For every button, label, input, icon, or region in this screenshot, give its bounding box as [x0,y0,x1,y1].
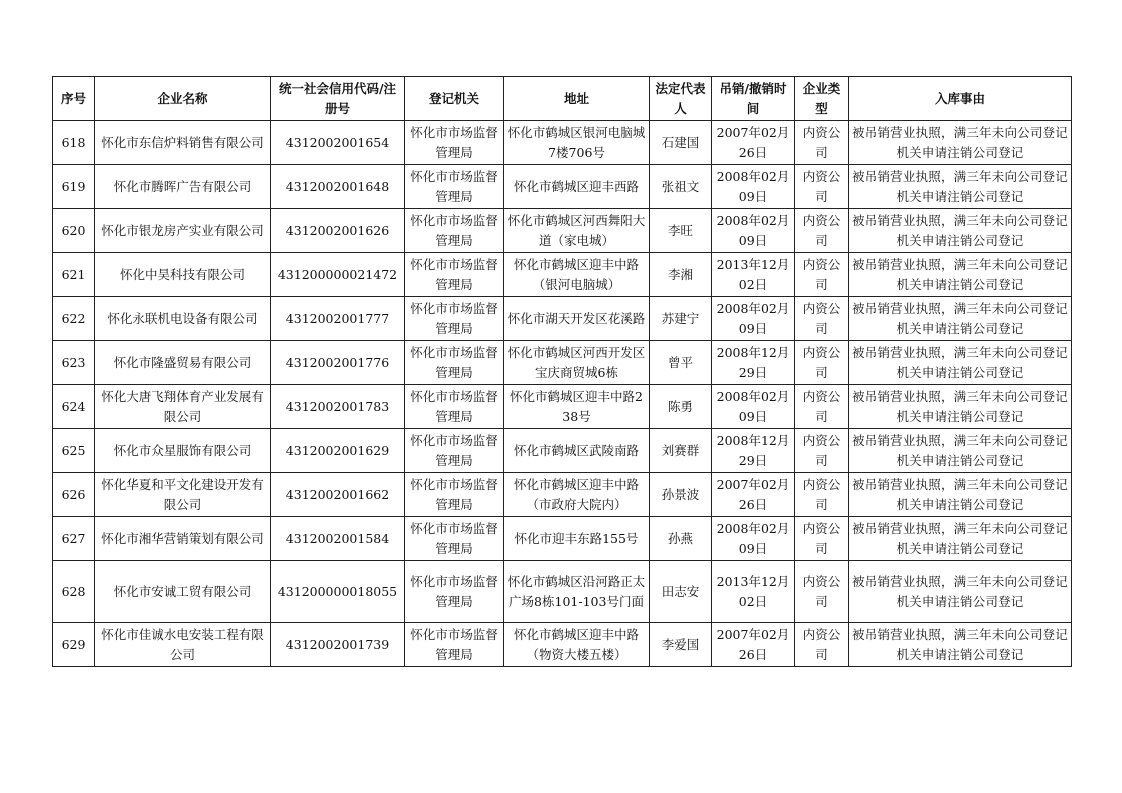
table-row [53,253,1072,297]
cell-legal-rep: 苏建宁 [650,297,712,341]
cell-legal-rep: 李湘 [650,253,712,297]
cell-name: 怀化市佳诚水电安装工程有限公司 [95,623,271,667]
cell-authority: 怀化市市场监督管理局 [405,561,504,623]
cell-code: 4312002001662 [271,473,405,517]
cell-type: 内资公司 [795,561,849,623]
cell-revoke-time: 2008年02月09日 [712,297,795,341]
cell-authority: 怀化市市场监督管理局 [405,253,504,297]
cell-type: 内资公司 [795,473,849,517]
cell-legal-rep: 刘赛群 [650,429,712,473]
cell-authority: 怀化市市场监督管理局 [405,429,504,473]
cell-seq: 618 [53,121,95,165]
cell-legal-rep: 李爱国 [650,623,712,667]
cell-code: 4312002001648 [271,165,405,209]
deregistration-table [52,76,1072,667]
cell-address: 怀化市鹤城区武陵南路 [504,429,650,473]
cell-type: 内资公司 [795,623,849,667]
cell-type: 内资公司 [795,341,849,385]
cell-authority: 怀化市市场监督管理局 [405,623,504,667]
cell-name: 怀化市安诚工贸有限公司 [95,561,271,623]
cell-name: 怀化大唐飞翔体育产业发展有限公司 [95,385,271,429]
cell-type: 内资公司 [795,517,849,561]
cell-legal-rep: 张祖文 [650,165,712,209]
cell-seq: 622 [53,297,95,341]
table-row [53,297,1072,341]
cell-revoke-time: 2008年12月29日 [712,429,795,473]
cell-legal-rep: 孙景波 [650,473,712,517]
cell-authority: 怀化市市场监督管理局 [405,297,504,341]
cell-name: 怀化永联机电设备有限公司 [95,297,271,341]
table-row [53,165,1072,209]
table-row [53,623,1072,667]
cell-seq: 628 [53,561,95,623]
cell-revoke-time: 2007年02月26日 [712,121,795,165]
cell-code: 4312002001776 [271,341,405,385]
cell-authority: 怀化市市场监督管理局 [405,165,504,209]
cell-code: 431200000021472 [271,253,405,297]
cell-seq: 629 [53,623,95,667]
header-row [53,77,1072,121]
cell-revoke-time: 2008年02月09日 [712,517,795,561]
cell-revoke-time: 2008年02月09日 [712,165,795,209]
cell-name: 怀化华夏和平文化建设开发有限公司 [95,473,271,517]
cell-reason: 被吊销营业执照，满三年未向公司登记机关申请注销公司登记 [849,623,1072,667]
table-row [53,561,1072,623]
header-code: 统一社会信用代码/注册号 [271,77,405,121]
header-authority: 登记机关 [405,77,504,121]
cell-revoke-time: 2007年02月26日 [712,623,795,667]
cell-code: 4312002001739 [271,623,405,667]
cell-reason: 被吊销营业执照，满三年未向公司登记机关申请注销公司登记 [849,253,1072,297]
cell-address: 怀化市鹤城区沿河路正太广场8栋101-103号门面 [504,561,650,623]
cell-seq: 619 [53,165,95,209]
cell-legal-rep: 李旺 [650,209,712,253]
header-revoke-time: 吊销/撤销时间 [712,77,795,121]
cell-type: 内资公司 [795,165,849,209]
cell-code: 4312002001783 [271,385,405,429]
cell-address: 怀化市迎丰东路155号 [504,517,650,561]
cell-authority: 怀化市市场监督管理局 [405,121,504,165]
header-legal-rep: 法定代表人 [650,77,712,121]
cell-address: 怀化市鹤城区迎丰中路（银河电脑城） [504,253,650,297]
cell-address: 怀化市鹤城区迎丰中路238号 [504,385,650,429]
cell-reason: 被吊销营业执照，满三年未向公司登记机关申请注销公司登记 [849,385,1072,429]
table-row [53,341,1072,385]
cell-reason: 被吊销营业执照，满三年未向公司登记机关申请注销公司登记 [849,341,1072,385]
cell-name: 怀化市众星服饰有限公司 [95,429,271,473]
cell-type: 内资公司 [795,121,849,165]
table-row [53,517,1072,561]
cell-reason: 被吊销营业执照，满三年未向公司登记机关申请注销公司登记 [849,297,1072,341]
header-type: 企业类型 [795,77,849,121]
cell-seq: 624 [53,385,95,429]
cell-legal-rep: 曾平 [650,341,712,385]
cell-type: 内资公司 [795,253,849,297]
cell-seq: 620 [53,209,95,253]
cell-authority: 怀化市市场监督管理局 [405,209,504,253]
table-row [53,429,1072,473]
cell-reason: 被吊销营业执照，满三年未向公司登记机关申请注销公司登记 [849,209,1072,253]
cell-address: 怀化市鹤城区迎丰西路 [504,165,650,209]
cell-authority: 怀化市市场监督管理局 [405,517,504,561]
cell-code: 4312002001584 [271,517,405,561]
cell-type: 内资公司 [795,429,849,473]
table-row [53,473,1072,517]
cell-legal-rep: 石建国 [650,121,712,165]
cell-legal-rep: 陈勇 [650,385,712,429]
cell-revoke-time: 2013年12月02日 [712,561,795,623]
cell-address: 怀化市鹤城区迎丰中路（物资大楼五楼） [504,623,650,667]
cell-name: 怀化市银龙房产实业有限公司 [95,209,271,253]
table-row [53,121,1072,165]
cell-seq: 626 [53,473,95,517]
cell-seq: 621 [53,253,95,297]
cell-authority: 怀化市市场监督管理局 [405,385,504,429]
cell-reason: 被吊销营业执照，满三年未向公司登记机关申请注销公司登记 [849,121,1072,165]
cell-code: 4312002001626 [271,209,405,253]
cell-reason: 被吊销营业执照，满三年未向公司登记机关申请注销公司登记 [849,517,1072,561]
cell-reason: 被吊销营业执照，满三年未向公司登记机关申请注销公司登记 [849,165,1072,209]
cell-revoke-time: 2008年02月09日 [712,385,795,429]
header-name: 企业名称 [95,77,271,121]
cell-legal-rep: 孙燕 [650,517,712,561]
cell-address: 怀化市鹤城区银河电脑城7楼706号 [504,121,650,165]
cell-seq: 623 [53,341,95,385]
header-reason: 入库事由 [849,77,1072,121]
cell-authority: 怀化市市场监督管理局 [405,473,504,517]
cell-code: 431200000018055 [271,561,405,623]
cell-seq: 625 [53,429,95,473]
cell-name: 怀化市湘华营销策划有限公司 [95,517,271,561]
cell-reason: 被吊销营业执照，满三年未向公司登记机关申请注销公司登记 [849,561,1072,623]
header-seq: 序号 [53,77,95,121]
cell-revoke-time: 2007年02月26日 [712,473,795,517]
cell-legal-rep: 田志安 [650,561,712,623]
cell-type: 内资公司 [795,297,849,341]
cell-authority: 怀化市市场监督管理局 [405,341,504,385]
cell-code: 4312002001629 [271,429,405,473]
cell-type: 内资公司 [795,385,849,429]
cell-address: 怀化市鹤城区河西舞阳大道（家电城） [504,209,650,253]
cell-address: 怀化市鹤城区迎丰中路（市政府大院内） [504,473,650,517]
cell-code: 4312002001777 [271,297,405,341]
cell-name: 怀化市腾晖广告有限公司 [95,165,271,209]
cell-revoke-time: 2013年12月02日 [712,253,795,297]
cell-reason: 被吊销营业执照，满三年未向公司登记机关申请注销公司登记 [849,473,1072,517]
cell-revoke-time: 2008年12月29日 [712,341,795,385]
cell-name: 怀化市隆盛贸易有限公司 [95,341,271,385]
cell-revoke-time: 2008年02月09日 [712,209,795,253]
cell-seq: 627 [53,517,95,561]
cell-name: 怀化市东信炉料销售有限公司 [95,121,271,165]
cell-address: 怀化市湖天开发区花溪路 [504,297,650,341]
table-row [53,385,1072,429]
header-address: 地址 [504,77,650,121]
cell-code: 4312002001654 [271,121,405,165]
table-row [53,209,1072,253]
cell-address: 怀化市鹤城区河西开发区宝庆商贸城6栋 [504,341,650,385]
cell-type: 内资公司 [795,209,849,253]
cell-reason: 被吊销营业执照，满三年未向公司登记机关申请注销公司登记 [849,429,1072,473]
cell-name: 怀化中昊科技有限公司 [95,253,271,297]
